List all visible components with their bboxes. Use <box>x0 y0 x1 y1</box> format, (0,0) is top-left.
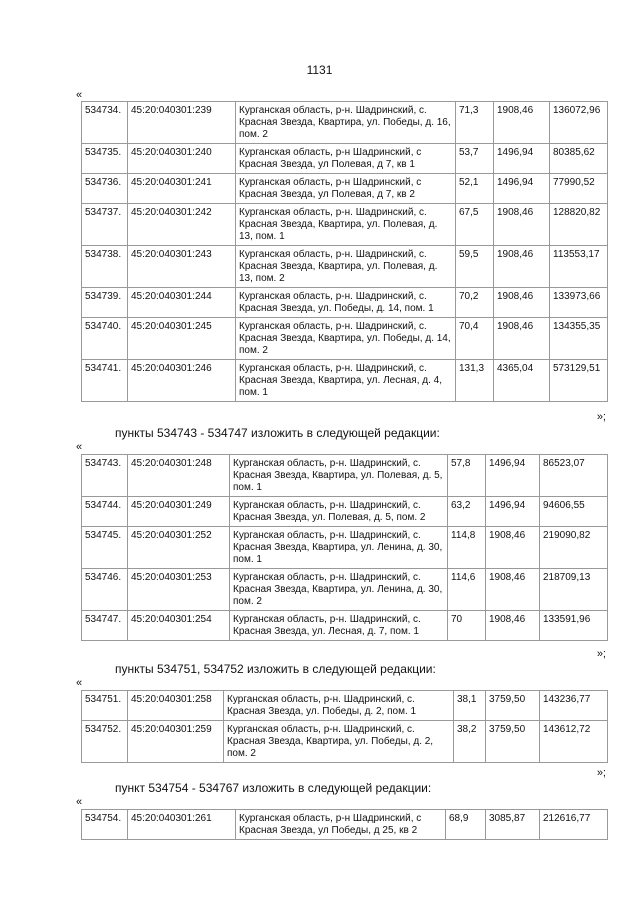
address-cell: Курганская область, р-н. Шадринский, с. Красная Звезда, Квартира, ул. Победы, д. 16, пом. 2 <box>236 102 456 144</box>
rate-cell: 1908,46 <box>494 246 550 288</box>
row-number: 534741. <box>82 360 128 402</box>
address-cell: Курганская область, р-н. Шадринский, с. Красная Звезда, Квартира, ул. Победы, д. 14, пом. 2 <box>236 318 456 360</box>
area-cell: 71,3 <box>456 102 494 144</box>
area-cell: 131,3 <box>456 360 494 402</box>
table-row <box>82 691 608 721</box>
table-row <box>82 360 608 402</box>
rate-cell: 1908,46 <box>494 288 550 318</box>
area-cell: 70 <box>448 611 486 641</box>
value-cell: 80385,62 <box>550 144 608 174</box>
table-row <box>82 246 608 288</box>
address-cell: Курганская область, р-н. Шадринский, с. Красная Звезда, Квартира, ул. Полевая, д. 5, пом. 1 <box>230 455 448 497</box>
row-number: 534739. <box>82 288 128 318</box>
cadastral-number: 45:20:040301:249 <box>128 497 230 527</box>
rate-cell: 1908,46 <box>486 527 540 569</box>
cadastral-number: 45:20:040301:252 <box>128 527 230 569</box>
table-row <box>82 144 608 174</box>
row-number: 534735. <box>82 144 128 174</box>
cadastral-number: 45:20:040301:248 <box>128 455 230 497</box>
value-cell: 143236,77 <box>540 691 608 721</box>
close-quote: »; <box>596 767 606 779</box>
address-cell: Курганская область, р-н Шадринский, с Красная Звезда, ул Полевая, д 7, кв 2 <box>236 174 456 204</box>
rate-cell: 1496,94 <box>486 455 540 497</box>
table-row <box>82 455 608 497</box>
area-cell: 114,8 <box>448 527 486 569</box>
cadastral-number: 45:20:040301:240 <box>128 144 236 174</box>
area-cell: 52,1 <box>456 174 494 204</box>
cadastral-number: 45:20:040301:243 <box>128 246 236 288</box>
cadastral-number: 45:20:040301:254 <box>128 611 230 641</box>
cadastral-number: 45:20:040301:253 <box>128 569 230 611</box>
table-row <box>82 527 608 569</box>
address-cell: Курганская область, р-н. Шадринский, с. Красная Звезда, ул. Лесная, д. 7, пом. 1 <box>230 611 448 641</box>
table-row <box>82 102 608 144</box>
area-cell: 38,2 <box>454 721 486 763</box>
row-number: 534746. <box>82 569 128 611</box>
value-cell: 134355,35 <box>550 318 608 360</box>
area-cell: 59,5 <box>456 246 494 288</box>
area-cell: 114,6 <box>448 569 486 611</box>
area-cell: 53,7 <box>456 144 494 174</box>
property-table <box>81 690 608 763</box>
cadastral-number: 45:20:040301:244 <box>128 288 236 318</box>
table-row <box>82 611 608 641</box>
row-number: 534737. <box>82 204 128 246</box>
rate-cell: 1908,46 <box>486 569 540 611</box>
cadastral-number: 45:20:040301:242 <box>128 204 236 246</box>
value-cell: 113553,17 <box>550 246 608 288</box>
cadastral-number: 45:20:040301:245 <box>128 318 236 360</box>
rate-cell: 1908,46 <box>494 318 550 360</box>
rate-cell: 3759,50 <box>486 721 540 763</box>
address-cell: Курганская область, р-н. Шадринский, с. Красная Звезда, Квартира, ул. Лесная, д. 4, пом. 1 <box>236 360 456 402</box>
rate-cell: 1496,94 <box>486 497 540 527</box>
value-cell: 94606,55 <box>540 497 608 527</box>
row-number: 534754. <box>82 810 128 840</box>
property-table <box>81 809 608 840</box>
amendment-instruction: пункт 534754 - 534767 изложить в следующей редакции: <box>115 781 432 795</box>
address-cell: Курганская область, р-н Шадринский, с Красная Звезда, ул Полевая, д 7, кв 1 <box>236 144 456 174</box>
open-quote: « <box>76 89 83 101</box>
table-row <box>82 288 608 318</box>
table-row <box>82 810 608 840</box>
value-cell: 219090,82 <box>540 527 608 569</box>
value-cell: 143612,72 <box>540 721 608 763</box>
address-cell: Курганская область, р-н. Шадринский, с. Красная Звезда, ул. Победы, д. 14, пом. 1 <box>236 288 456 318</box>
row-number: 534744. <box>82 497 128 527</box>
cadastral-number: 45:20:040301:241 <box>128 174 236 204</box>
address-cell: Курганская область, р-н. Шадринский, с. Красная Звезда, ул. Полевая, д. 5, пом. 2 <box>230 497 448 527</box>
value-cell: 128820,82 <box>550 204 608 246</box>
value-cell: 573129,51 <box>550 360 608 402</box>
rate-cell: 1496,94 <box>494 144 550 174</box>
area-cell: 68,9 <box>446 810 486 840</box>
page-number: 1131 <box>306 63 333 77</box>
table-row <box>82 174 608 204</box>
area-cell: 57,8 <box>448 455 486 497</box>
value-cell: 218709,13 <box>540 569 608 611</box>
open-quote: « <box>76 441 83 453</box>
area-cell: 70,4 <box>456 318 494 360</box>
address-cell: Курганская область, р-н Шадринский, с Красная Звезда, ул Победы, д 25, кв 2 <box>236 810 446 840</box>
area-cell: 67,5 <box>456 204 494 246</box>
cadastral-number: 45:20:040301:259 <box>128 721 224 763</box>
value-cell: 136072,96 <box>550 102 608 144</box>
row-number: 534734. <box>82 102 128 144</box>
value-cell: 133973,66 <box>550 288 608 318</box>
cadastral-number: 45:20:040301:258 <box>128 691 224 721</box>
table-row <box>82 497 608 527</box>
table-row <box>82 569 608 611</box>
row-number: 534743. <box>82 455 128 497</box>
open-quote: « <box>76 677 83 689</box>
cadastral-number: 45:20:040301:261 <box>128 810 236 840</box>
address-cell: Курганская область, р-н. Шадринский, с. Красная Звезда, Квартира, ул. Победы, д. 2, пом. 2 <box>224 721 454 763</box>
open-quote: « <box>76 796 83 808</box>
row-number: 534751. <box>82 691 128 721</box>
close-quote: »; <box>596 411 606 423</box>
value-cell: 86523,07 <box>540 455 608 497</box>
address-cell: Курганская область, р-н. Шадринский, с. Красная Звезда, Квартира, ул. Полевая, д. 13, пом. 2 <box>236 246 456 288</box>
property-table <box>81 101 608 402</box>
rate-cell: 1908,46 <box>486 611 540 641</box>
rate-cell: 1496,94 <box>494 174 550 204</box>
table-row <box>82 204 608 246</box>
value-cell: 133591,96 <box>540 611 608 641</box>
area-cell: 70,2 <box>456 288 494 318</box>
rate-cell: 3759,50 <box>486 691 540 721</box>
cadastral-number: 45:20:040301:239 <box>128 102 236 144</box>
area-cell: 63,2 <box>448 497 486 527</box>
row-number: 534738. <box>82 246 128 288</box>
address-cell: Курганская область, р-н. Шадринский, с. Красная Звезда, Квартира, ул. Ленина, д. 30, пом. 1 <box>230 527 448 569</box>
rate-cell: 3085,87 <box>486 810 540 840</box>
amendment-instruction: пункты 534743 - 534747 изложить в следующей редакции: <box>115 426 440 440</box>
row-number: 534752. <box>82 721 128 763</box>
property-table <box>81 454 608 641</box>
row-number: 534745. <box>82 527 128 569</box>
rate-cell: 4365,04 <box>494 360 550 402</box>
row-number: 534736. <box>82 174 128 204</box>
close-quote: »; <box>596 648 606 660</box>
row-number: 534740. <box>82 318 128 360</box>
address-cell: Курганская область, р-н. Шадринский, с. Красная Звезда, Квартира, ул. Ленина, д. 30, пом. 2 <box>230 569 448 611</box>
amendment-instruction: пункты 534751, 534752 изложить в следующей редакции: <box>115 662 436 676</box>
address-cell: Курганская область, р-н. Шадринский, с. Красная Звезда, ул. Победы, д. 2, пом. 1 <box>224 691 454 721</box>
value-cell: 77990,52 <box>550 174 608 204</box>
row-number: 534747. <box>82 611 128 641</box>
cadastral-number: 45:20:040301:246 <box>128 360 236 402</box>
address-cell: Курганская область, р-н. Шадринский, с. Красная Звезда, Квартира, ул. Полевая, д. 13, пом. 1 <box>236 204 456 246</box>
area-cell: 38,1 <box>454 691 486 721</box>
rate-cell: 1908,46 <box>494 204 550 246</box>
table-row <box>82 318 608 360</box>
value-cell: 212616,77 <box>540 810 608 840</box>
table-row <box>82 721 608 763</box>
rate-cell: 1908,46 <box>494 102 550 144</box>
